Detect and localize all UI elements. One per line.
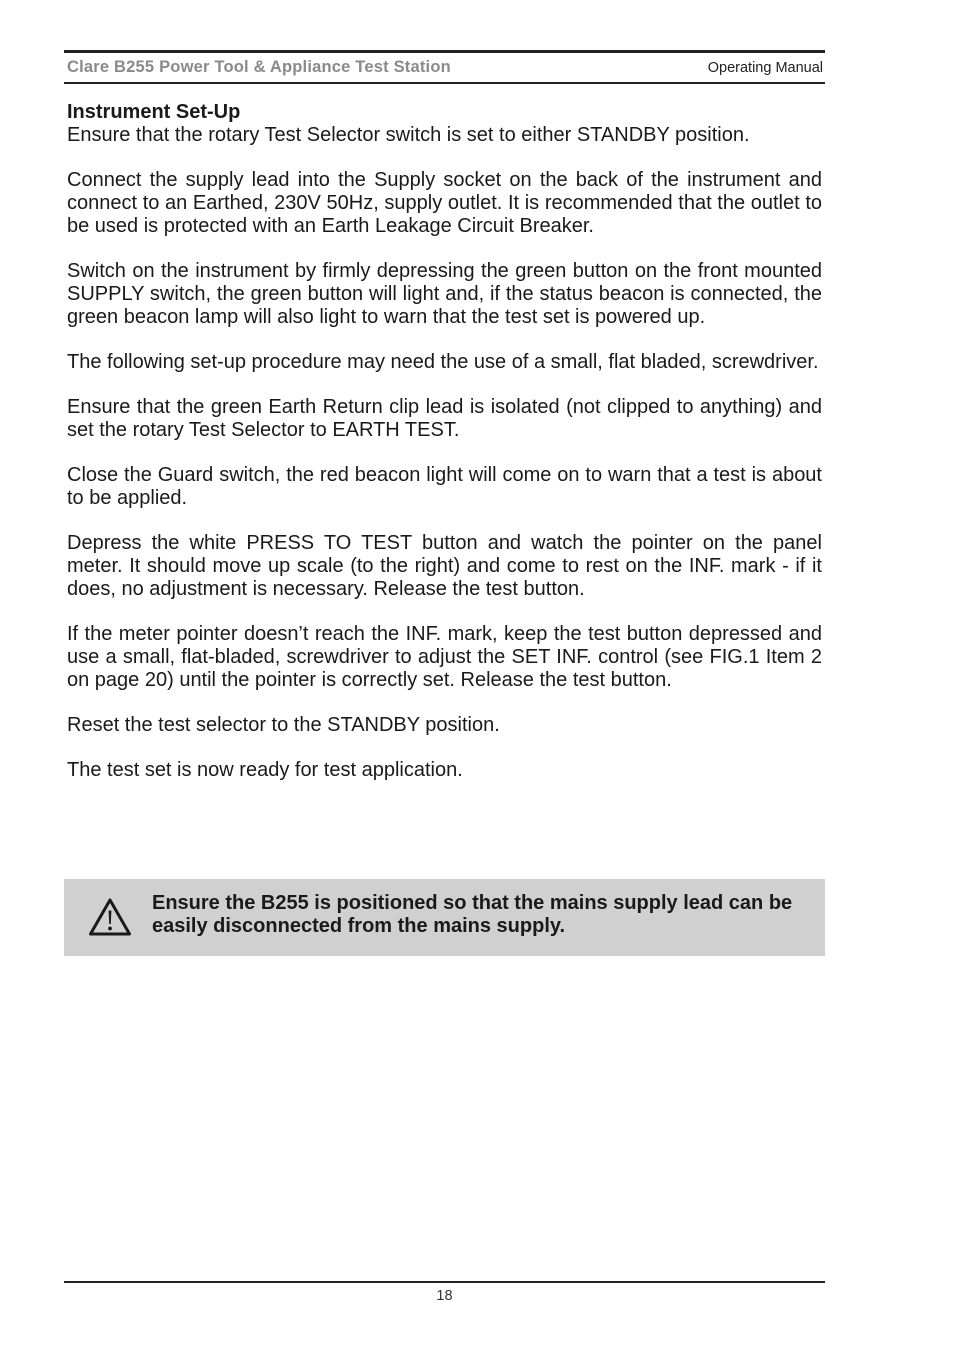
warning-triangle-icon [88, 897, 132, 937]
paragraph: Depress the white PRESS TO TEST button and watch the pointer on the panel meter. It should move up scale (to the right) and come to rest on the INF. mark - if it does, no adjustment is necessary. Release the test button. [67, 532, 822, 600]
paragraph: The test set is now ready for test application. [67, 759, 463, 781]
document-title: Clare B255 Power Tool & Appliance Test Station [67, 58, 451, 76]
section-title: Instrument Set-Up [67, 101, 241, 123]
footer-rule [64, 1281, 825, 1283]
main-content [67, 101, 822, 804]
paragraph: If the meter pointer doesn’t reach the INF. mark, keep the test button depressed and use a small, flat-bladed, screwdriver to adjust the SET INF. control (see FIG.1 Item 2 on page 20) until the pointer is correctly set. Release the test button. [67, 623, 822, 691]
warning-text: Ensure the B255 is positioned so that the mains supply lead can be easily disconnected from the mains supply. [152, 892, 793, 937]
paragraph: Ensure that the green Earth Return clip lead is isolated (not clipped to anything) and set the rotary Test Selector to EARTH TEST. [67, 396, 822, 441]
paragraph: Reset the test selector to the STANDBY position. [67, 714, 500, 736]
paragraph: Connect the supply lead into the Supply socket on the back of the instrument and connect to an Earthed, 230V 50Hz, supply outlet. It is recommended that the outlet to be used is protected with an Earth Leakage Circuit Breaker. [67, 169, 822, 237]
paragraph: Switch on the instrument by firmly depressing the green button on the front mounted SUPPLY switch, the green button will light and, if the status beacon is connected, the green beacon lamp will also light to warn that the test set is powered up. [67, 260, 822, 328]
paragraph: Close the Guard switch, the red beacon light will come on to warn that a test is about to be applied. [67, 464, 822, 509]
document-subtitle: Operating Manual [707, 60, 823, 76]
page-header [64, 50, 825, 84]
page-number: 18 [436, 1288, 453, 1304]
paragraph: The following set-up procedure may need the use of a small, flat bladed, screwdriver. [67, 351, 819, 373]
paragraph: Ensure that the rotary Test Selector switch is set to either STANDBY position. [67, 124, 750, 146]
warning-box [64, 879, 825, 956]
